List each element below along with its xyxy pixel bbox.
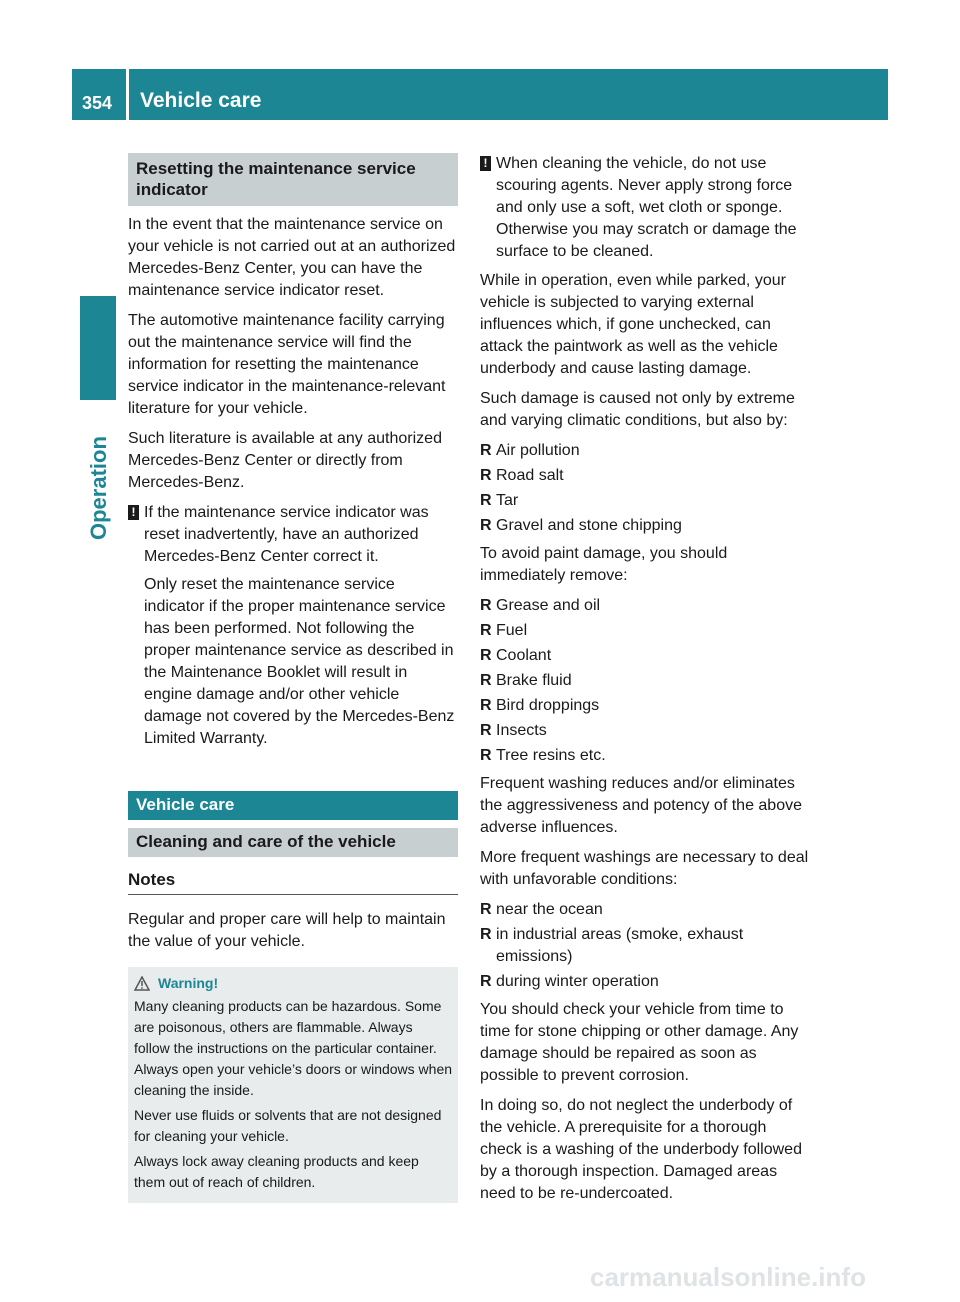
reset-paragraph-2: The automotive maintenance facility carrying out the maintenance service will find the information for resetting the maintenance service indicator in the maintenance-relevant literature for your vehicle. bbox=[128, 312, 446, 417]
list-item: R Bird droppings bbox=[480, 695, 812, 717]
section-heading: Vehicle care bbox=[128, 791, 458, 820]
bullet-icon: R bbox=[480, 901, 492, 918]
list-item: R Road salt bbox=[480, 465, 812, 487]
left-column bbox=[128, 153, 458, 1203]
bullet-icon: R bbox=[480, 597, 492, 614]
bullet-icon: R bbox=[480, 747, 492, 764]
right-paragraph-3: To avoid paint damage, you should immediately remove: bbox=[480, 545, 728, 584]
warning-triangle-icon bbox=[134, 976, 150, 991]
subsection-heading: Cleaning and care of the vehicle bbox=[128, 828, 458, 857]
warning-title-row bbox=[134, 975, 452, 991]
right-column bbox=[480, 153, 812, 1213]
caution-note-2 bbox=[480, 153, 812, 263]
bullet-icon: R bbox=[480, 517, 492, 534]
warning-paragraph-2: Never use fluids or solvents that are not designed for cleaning your vehicle. bbox=[134, 1107, 442, 1144]
caution-text-2: When cleaning the vehicle, do not use scouring agents. Never apply strong force and only use a soft, wet cloth or sponge. Otherwise you may scratch or damage the surface to be cleaned. bbox=[496, 155, 797, 260]
right-paragraph-6: You should check your vehicle from time to time for stone chipping or other damage. Any damage should be repaired as soon as possible to prevent corrosion. bbox=[480, 1001, 799, 1084]
list-item: R during winter operation bbox=[480, 971, 812, 993]
bullet-icon: R bbox=[480, 697, 492, 714]
bullet-icon: R bbox=[480, 442, 492, 459]
caution-text-1: If the maintenance service indicator was reset inadvertently, have an authorized Mercedes-Benz Center correct it. bbox=[144, 504, 429, 565]
page-header bbox=[72, 69, 888, 120]
influence-list bbox=[480, 440, 812, 537]
list-item: R Insects bbox=[480, 720, 812, 742]
list-item: R Coolant bbox=[480, 645, 812, 667]
warning-title: Warning! bbox=[158, 975, 219, 991]
list-item: R near the ocean bbox=[480, 899, 812, 921]
bullet-icon: R bbox=[480, 672, 492, 689]
list-item: R Gravel and stone chipping bbox=[480, 515, 812, 537]
list-item: R Tree resins etc. bbox=[480, 745, 812, 767]
header-divider bbox=[126, 69, 129, 120]
bullet-icon: R bbox=[480, 647, 492, 664]
warning-box bbox=[128, 967, 458, 1203]
warning-paragraph-1: Many cleaning products can be hazardous. Some are poisonous, others are flammable. Always follow the instructions on the particular container. Always open your vehicle’s doors or windows when cleaning the inside. bbox=[134, 998, 453, 1098]
notes-heading: Notes bbox=[128, 865, 458, 895]
right-paragraph-4: Frequent washing reduces and/or eliminates the aggressiveness and potency of the above adverse influences. bbox=[480, 775, 802, 836]
list-item: R in industrial areas (smoke, exhaust emissions) bbox=[480, 926, 744, 965]
section-tab-marker bbox=[80, 296, 116, 400]
list-item: R Air pollution bbox=[480, 440, 812, 462]
caution-icon: ! bbox=[128, 505, 139, 520]
remove-list bbox=[480, 595, 812, 767]
page-number: 354 bbox=[82, 93, 113, 113]
right-paragraph-5: More frequent washings are necessary to deal with unfavorable conditions: bbox=[480, 849, 809, 888]
list-item: R Brake fluid bbox=[480, 670, 812, 692]
sidebar bbox=[72, 120, 127, 420]
page-title: Vehicle care bbox=[140, 89, 262, 112]
watermark: carmanualsonline.info bbox=[590, 1262, 866, 1292]
warning-paragraph-3: Always lock away cleaning products and keep them out of reach of children. bbox=[134, 1153, 419, 1190]
caution-icon: ! bbox=[480, 156, 491, 171]
right-paragraph-1: While in operation, even while parked, your vehicle is subjected to varying external influences which, if gone unchecked, can attack the paintwork as well as the vehicle underbody and cause lasting damage. bbox=[480, 272, 786, 377]
sidebar-section-label: Operation bbox=[86, 436, 111, 540]
right-paragraph-7: In doing so, do not neglect the underbody of the vehicle. A prerequisite for a thorough check is a washing of the underbody followed by a thorough inspection. Damaged areas need to be re-undercoated. bbox=[480, 1097, 802, 1202]
bullet-icon: R bbox=[480, 722, 492, 739]
bullet-icon: R bbox=[480, 973, 492, 990]
reset-paragraph-3: Such literature is available at any authorized Mercedes-Benz Center or directly from Mercedes-Benz. bbox=[128, 430, 442, 491]
reset-heading: Resetting the maintenance service indicator bbox=[128, 153, 458, 206]
conditions-list bbox=[480, 899, 812, 993]
caution-note-1 bbox=[128, 502, 458, 750]
bullet-icon: R bbox=[480, 492, 492, 509]
bullet-icon: R bbox=[480, 622, 492, 639]
right-paragraph-2: Such damage is caused not only by extreme and varying climatic conditions, but also by: bbox=[480, 390, 795, 429]
list-item: R Grease and oil bbox=[480, 595, 812, 617]
reset-paragraph-1: In the event that the maintenance service on your vehicle is not carried out at an authorized Mercedes-Benz Center, you can have the maintenance service indicator reset. bbox=[128, 216, 456, 299]
notes-paragraph: Regular and proper care will help to maintain the value of your vehicle. bbox=[128, 911, 446, 950]
list-item: R Tar bbox=[480, 490, 812, 512]
bullet-icon: R bbox=[480, 467, 492, 484]
list-item: R Fuel bbox=[480, 620, 812, 642]
caution-text-1b: Only reset the maintenance service indicator if the proper maintenance service has been performed. Not following the proper maintenance service as described in the Maintenance Booklet will result in engine damage and/or other vehicle damage not covered by the Mercedes-Benz Limited Warranty. bbox=[144, 576, 455, 747]
bullet-icon: R bbox=[480, 926, 492, 943]
